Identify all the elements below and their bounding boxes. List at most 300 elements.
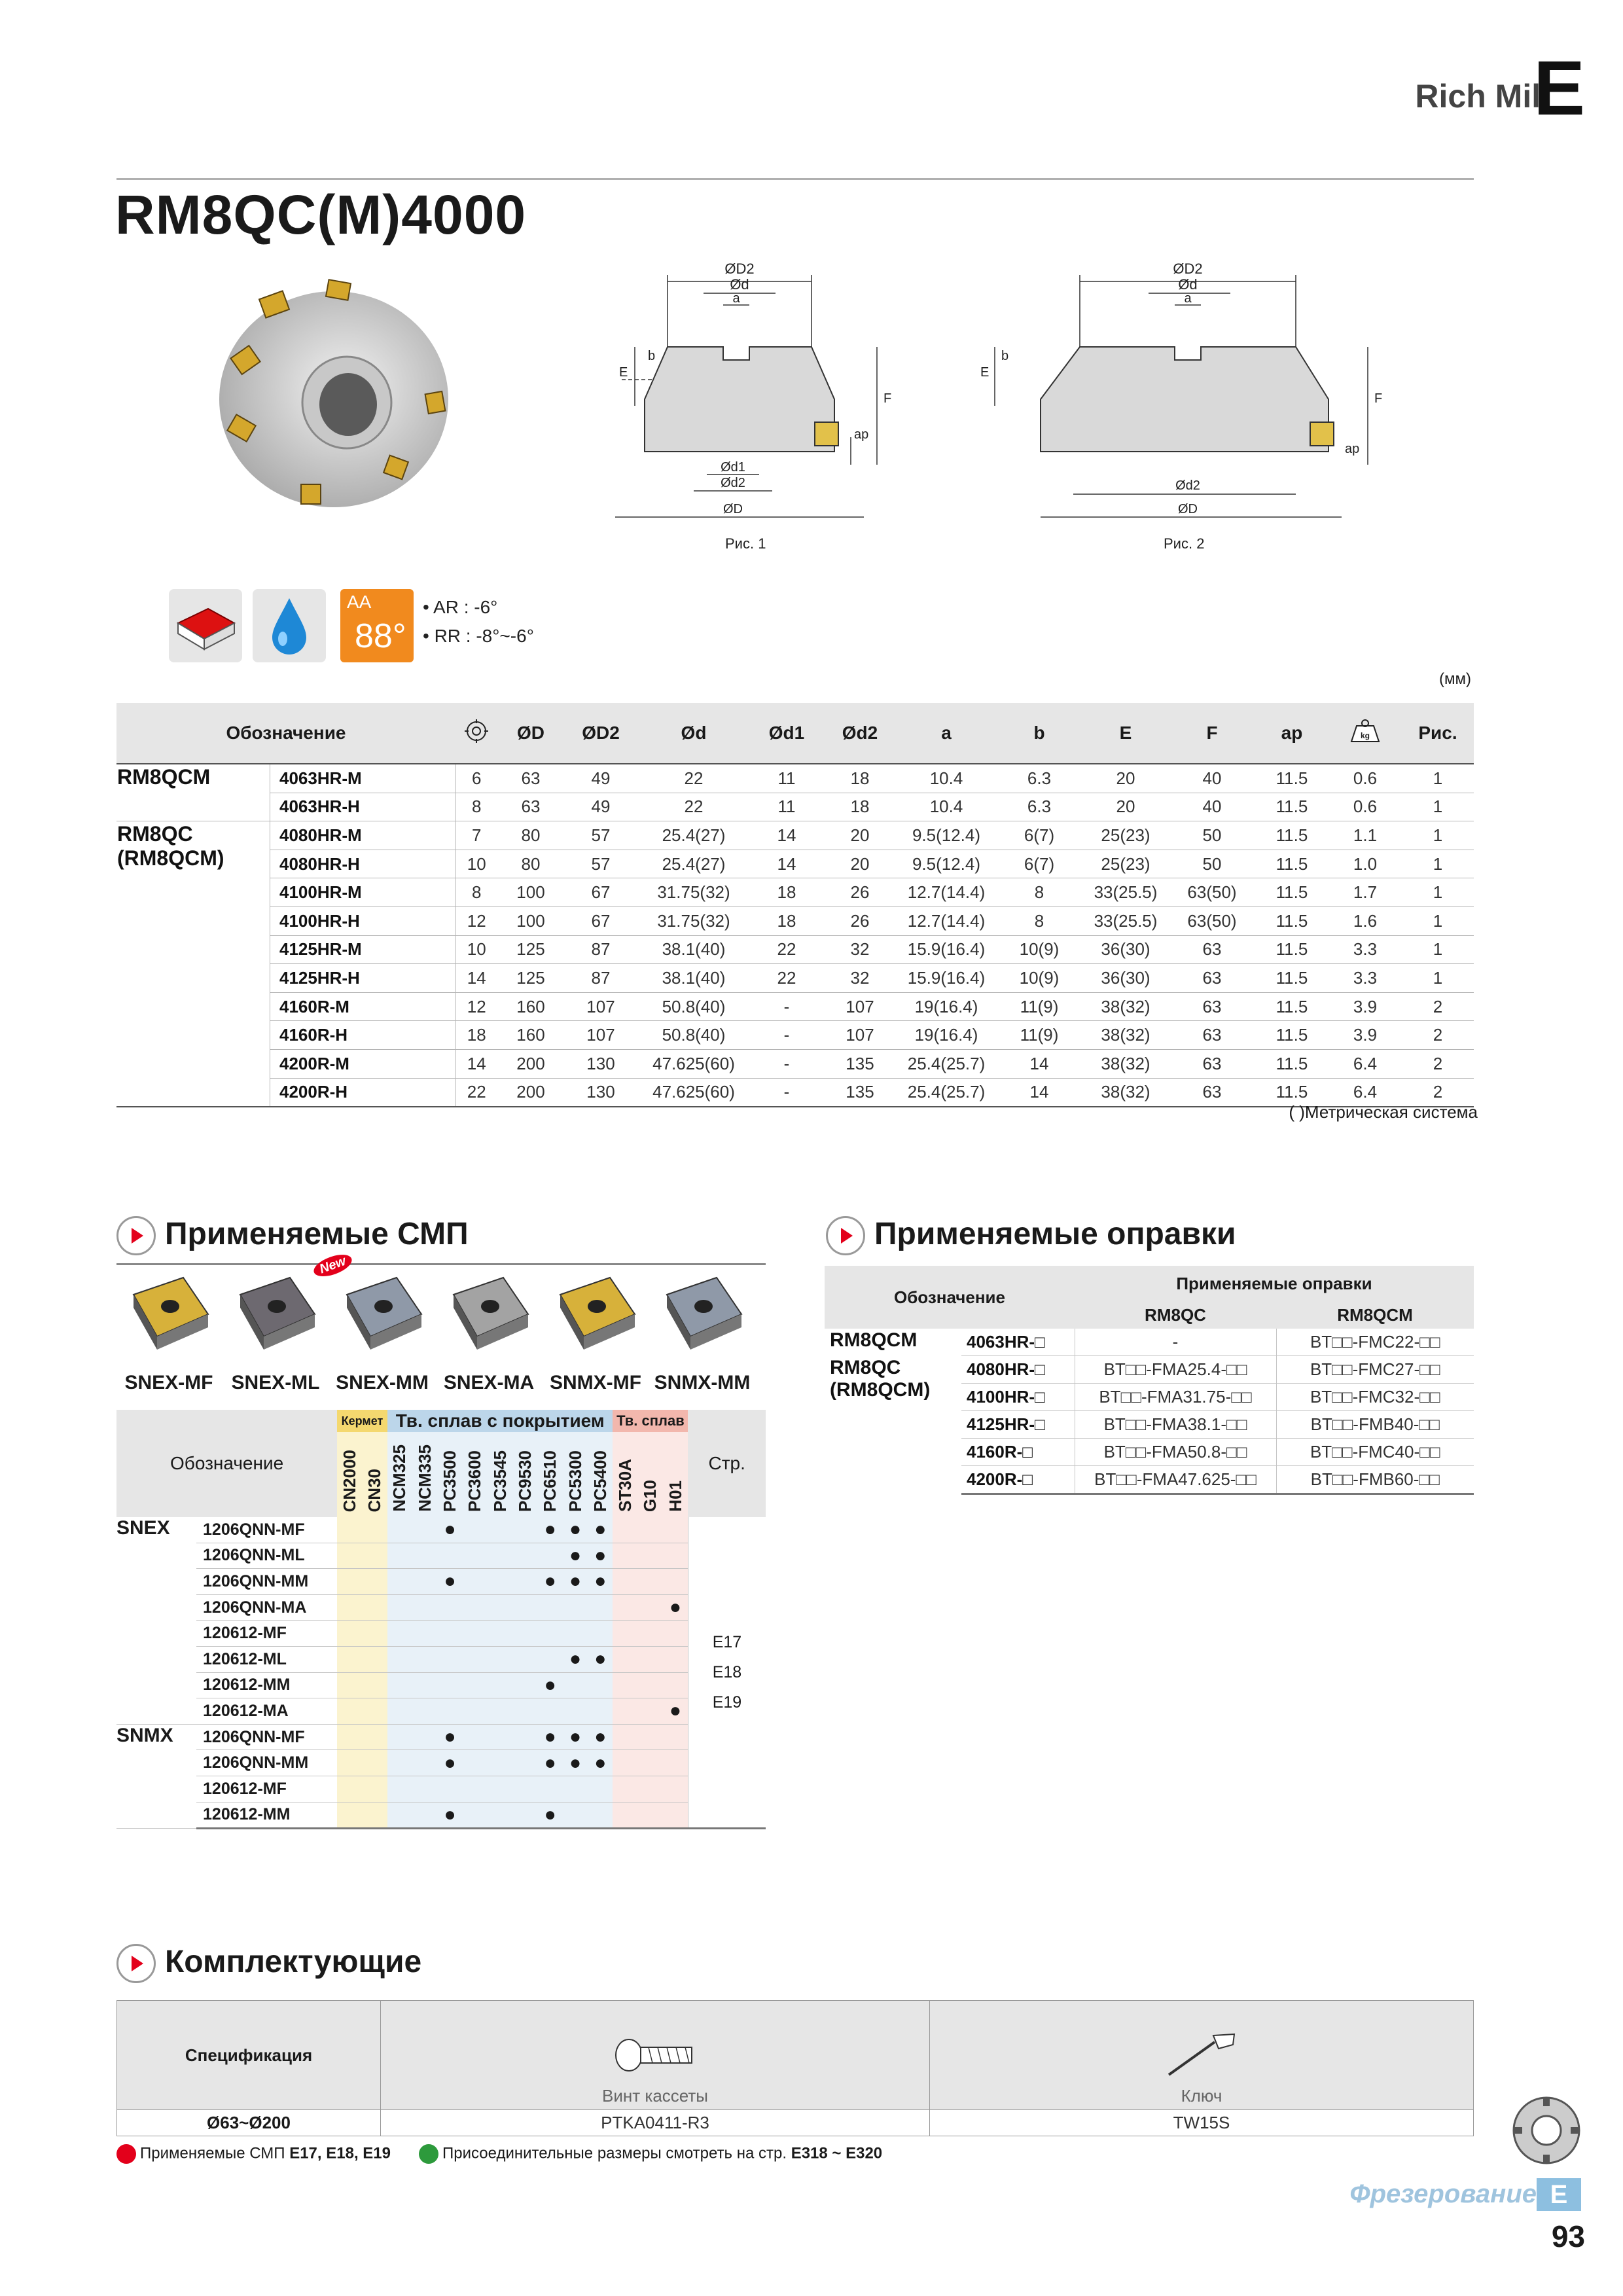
spec-code: 4063HR-H [270,793,456,821]
parts-spec-value: Ø63~Ø200 [117,2110,381,2136]
page-number: 93 [1551,2219,1585,2253]
grade-cell [337,1621,362,1647]
wrench-key-icon [1156,2029,1247,2081]
spec-cell: 38(32) [1082,1021,1169,1050]
insert-pages [688,1517,766,1829]
grade-cell [463,1776,488,1802]
spec-cell: 32 [823,964,897,993]
spec-cell: 20 [823,850,897,878]
availability-dot: ● [594,1648,607,1670]
availability-dot: ● [444,1803,456,1825]
grade-cell [387,1750,412,1776]
svg-text:Ød2: Ød2 [1175,478,1200,493]
spec-cell: 125 [497,935,564,964]
spec-cell: 7 [455,821,497,850]
grade-cell [512,1594,537,1621]
grade-cell [437,1750,462,1776]
spec-cell: - [750,1021,823,1050]
spec-row [116,906,1474,935]
grade-cell [488,1776,512,1802]
col-designation: Обозначение [116,703,455,764]
spec-cell: 22 [637,764,750,793]
grade-column [387,1432,412,1517]
grade-column [337,1432,362,1517]
svg-text:b: b [1001,349,1009,363]
insert-code: 120612-MA [196,1698,337,1725]
grade-cell [387,1724,412,1750]
spec-cell: 63 [497,793,564,821]
spec-cell: 11.5 [1255,878,1329,907]
spec-cell: 14 [455,964,497,993]
spec-cell: 107 [564,1021,637,1050]
insert-row [116,1750,766,1776]
grade-name: PC5400 [590,1450,610,1512]
grade-cell [512,1750,537,1776]
inserts-section-title: Применяемые СМП [165,1217,469,1251]
spec-cell: 12 [455,906,497,935]
grade-cell [337,1569,362,1595]
spec-cell: 20 [1082,764,1169,793]
spec-cell: 63(50) [1169,906,1255,935]
availability-dot: ● [444,1726,456,1748]
grade-cell [638,1724,663,1750]
grade-cell [538,1672,563,1698]
parts-col-screw [381,2001,930,2110]
grade-cell [512,1698,537,1725]
grade-cell [663,1776,688,1802]
spec-cell: 6.4 [1329,1049,1402,1078]
svg-text:a: a [732,291,740,306]
spec-row [116,964,1474,993]
fig1-caption: Рис. 1 [725,535,766,552]
arbor-row [825,1329,1474,1356]
spec-cell: 80 [497,821,564,850]
grade-cell [437,1698,462,1725]
insert-image [440,1268,537,1365]
spec-row [116,1021,1474,1050]
col-d1: Ød1 [750,703,823,764]
spec-cell: 63 [1169,992,1255,1021]
grade-cell [613,1698,637,1725]
spec-cell: 25.4(25.7) [897,1049,996,1078]
spec-cell: 87 [564,935,637,964]
arb-col-rm8qc: RM8QC [1075,1301,1276,1329]
availability-dot: ● [594,1751,607,1774]
grade-cell [588,1543,613,1569]
arbor-code: 4080HR-□ [961,1356,1075,1384]
spec-cell: 200 [497,1049,564,1078]
arbor-code: 4200R-□ [961,1466,1075,1494]
grade-cell [638,1543,663,1569]
availability-dot: ● [569,1726,582,1748]
col-weight [1329,703,1402,764]
availability-dot: ● [444,1570,456,1592]
grade-cell [463,1646,488,1672]
inserts-section-header [116,1216,469,1255]
grade-cell [538,1594,563,1621]
spec-cell: 11 [750,793,823,821]
grade-cell [463,1672,488,1698]
grade-cell [663,1698,688,1725]
svg-text:ØD: ØD [723,502,743,516]
spec-cell: - [750,1049,823,1078]
spec-cell: 1.1 [1329,821,1402,850]
col-b: b [996,703,1082,764]
grade-cell [412,1698,437,1725]
workpiece-icon [169,589,242,662]
grade-cell [613,1802,637,1829]
inserts-section-rule [116,1263,766,1265]
grade-cell [638,1621,663,1647]
spec-cell: 9.5(12.4) [897,850,996,878]
svg-text:ØD2: ØD2 [1173,262,1203,277]
coolant-drop-icon [253,589,326,662]
grade-column [363,1432,387,1517]
spec-cell: 25.4(27) [637,821,750,850]
spec-cell: 1 [1402,821,1474,850]
spec-cell: 6 [455,764,497,793]
grade-cell [613,1594,637,1621]
spec-cell: 100 [497,878,564,907]
note2-ref: E318 ~ E320 [791,2144,883,2162]
insert-code: 1206QNN-MF [196,1724,337,1750]
spec-cell: 19(16.4) [897,992,996,1021]
grade-cell [363,1672,387,1698]
grade-cell [563,1698,588,1725]
grade-column [412,1432,437,1517]
spec-code: 4160R-H [270,1021,456,1050]
drawing-fig-2 [975,262,1407,563]
grade-cell [588,1594,613,1621]
insert-row [116,1569,766,1595]
grade-cell [488,1594,512,1621]
red-arrow-icon [116,2144,136,2164]
arbors-section-header [826,1216,1236,1255]
spec-cell: 18 [750,878,823,907]
parts-section-title: Комплектующие [165,1945,422,1979]
spec-cell: 22 [637,793,750,821]
spec-cell: 1 [1402,878,1474,907]
grade-cell [412,1750,437,1776]
grade-cell [437,1646,462,1672]
section-arrow-icon [826,1216,865,1255]
grade-group-carbide: Тв. сплав [613,1410,688,1432]
grade-cell [412,1621,437,1647]
grade-cell [337,1698,362,1725]
col-F: F [1169,703,1255,764]
grade-name: NCM325 [389,1444,410,1512]
footer-note-dimensions [419,2144,882,2164]
spec-cell: 11.5 [1255,1021,1329,1050]
inserts-header-row [116,1410,766,1432]
insert-row [116,1594,766,1621]
grade-cell [663,1621,688,1647]
spec-code: 4125HR-M [270,935,456,964]
insert-code: 1206QNN-MM [196,1569,337,1595]
spec-cell: 1 [1402,906,1474,935]
spec-cell: 1 [1402,850,1474,878]
spec-cell: 10(9) [996,935,1082,964]
grade-cell [463,1517,488,1543]
grade-cell [538,1776,563,1802]
grade-cell [613,1750,637,1776]
spec-header-row [116,703,1474,764]
spec-cell: 38(32) [1082,1049,1169,1078]
spec-cell: 25(23) [1082,850,1169,878]
parts-row [117,2110,1474,2136]
radial-rake: • RR : -8°~-6° [423,626,534,646]
grade-cell [588,1672,613,1698]
spec-cell: 33(25.5) [1082,906,1169,935]
insert-label: SNEX-MA [443,1372,535,1393]
spec-cell: 36(30) [1082,935,1169,964]
section-arrow-icon [116,1216,156,1255]
grade-cell [437,1621,462,1647]
grade-cell [613,1672,637,1698]
grade-cell [613,1621,637,1647]
arbor-series-name: RM8QCM [830,1329,918,1351]
svg-text:ap: ap [1345,442,1360,456]
spec-cell: 8 [455,878,497,907]
insert-image [654,1268,751,1365]
spec-cell: 63 [1169,935,1255,964]
parts-key-value: TW15S [930,2110,1474,2136]
spec-cell: 50.8(40) [637,992,750,1021]
spec-cell: 11.5 [1255,1078,1329,1107]
lead-angle-icon [340,589,414,662]
spec-cell: 10.4 [897,793,996,821]
spec-cell: 57 [564,850,637,878]
arbor-code: 4063HR-□ [961,1329,1075,1356]
grade-name: PC3500 [440,1450,460,1512]
spec-cell: 11 [750,764,823,793]
note1-text: Применяемые СМП [140,2144,285,2162]
page-ref: E17 [712,1633,742,1652]
spec-cell: 50 [1169,850,1255,878]
grade-cell [588,1802,613,1829]
grade-cell [588,1750,613,1776]
spec-cell: 67 [564,878,637,907]
spec-cell: 1 [1402,935,1474,964]
grade-cell [488,1750,512,1776]
arbor-value: BT□□-FMC22-□□ [1276,1329,1474,1356]
grade-column [463,1432,488,1517]
page-ref: E19 [712,1693,742,1712]
grade-column [588,1432,613,1517]
grade-cell [337,1517,362,1543]
spec-cell: 11.5 [1255,1049,1329,1078]
grade-group-coated: Тв. сплав с покрытием [387,1410,613,1432]
spec-cell: 6.4 [1329,1078,1402,1107]
metric-footnote: ( )Метрическая система [1289,1102,1478,1122]
col-a: a [897,703,996,764]
grade-cell [538,1646,563,1672]
availability-dot: ● [444,1518,456,1541]
grade-column [512,1432,537,1517]
section-letter: E [1533,45,1585,132]
grade-cell [613,1517,637,1543]
spec-cell: 1.7 [1329,878,1402,907]
insert-row [116,1672,766,1698]
grade-cell [512,1517,537,1543]
spec-cell: 63 [497,764,564,793]
grade-name: G10 [640,1479,660,1512]
grade-cell [488,1517,512,1543]
insert-images [116,1253,766,1407]
spec-code: 4160R-M [270,992,456,1021]
grade-cell [638,1569,663,1595]
col-E: E [1082,703,1169,764]
note2-text: Присоединительные размеры смотреть на стр. [442,2144,787,2162]
grade-cell [363,1621,387,1647]
arbors-header-row [825,1266,1474,1301]
grade-cell [613,1569,637,1595]
page-ref: E18 [712,1663,742,1682]
spec-cell: 11.5 [1255,964,1329,993]
col-D2: ØD2 [564,703,637,764]
col-d2: Ød2 [823,703,897,764]
col-teeth [455,703,497,764]
grade-cell [412,1672,437,1698]
grade-cell [437,1802,462,1829]
grade-cell [387,1543,412,1569]
grade-cell [463,1569,488,1595]
svg-text:Ød: Ød [1178,276,1198,293]
grade-name: PC3600 [465,1450,485,1512]
spec-cell: 1.0 [1329,850,1402,878]
spec-cell: 22 [455,1078,497,1107]
grade-cell [463,1594,488,1621]
spec-cell: 0.6 [1329,793,1402,821]
grade-cell [387,1672,412,1698]
grade-cell [363,1543,387,1569]
arbor-value: BT□□-FMC27-□□ [1276,1356,1474,1384]
spec-code: 4200R-H [270,1078,456,1107]
grade-cell [638,1594,663,1621]
grade-cell [337,1646,362,1672]
grade-cell [412,1543,437,1569]
spec-cell: 18 [823,764,897,793]
spec-code: 4080HR-M [270,821,456,850]
spec-cell: 12.7(14.4) [897,906,996,935]
insert-code: 120612-MM [196,1802,337,1829]
spec-row [116,935,1474,964]
series-name: Rich Mill [1415,78,1550,115]
svg-text:Ød1: Ød1 [721,460,745,475]
insert-code: 120612-MF [196,1621,337,1647]
insert-label: SNEX-MM [336,1372,429,1393]
grade-cell [588,1698,613,1725]
svg-text:F: F [883,391,892,406]
grade-cell [663,1724,688,1750]
fig2-caption: Рис. 2 [1164,535,1205,552]
spec-cell: 20 [823,821,897,850]
grade-column [437,1432,462,1517]
insert-code: 1206QNN-MM [196,1750,337,1776]
cassette-screw-icon [609,2029,701,2081]
arb-col-group: Применяемые оправки [1075,1266,1474,1301]
grade-cell [613,1543,637,1569]
grade-name: PC5300 [565,1450,585,1512]
spec-cell: 22 [750,935,823,964]
screw-label: Винт кассеты [602,2086,708,2106]
spec-cell: 14 [996,1049,1082,1078]
spec-cell: 2 [1402,992,1474,1021]
insert-image [547,1268,644,1365]
grade-cell [463,1621,488,1647]
grade-cell [588,1776,613,1802]
grade-cell [337,1543,362,1569]
insert-image [334,1268,431,1365]
insert-row [116,1698,766,1725]
grade-cell [663,1594,688,1621]
arbor-row [825,1356,1474,1384]
svg-text:a: a [1184,291,1192,306]
grade-cell [588,1517,613,1543]
spec-cell: 20 [1082,793,1169,821]
grade-cell [563,1646,588,1672]
angle-label: AA [347,592,372,612]
spec-cell: 22 [750,964,823,993]
col-fig: Рис. [1402,703,1474,764]
availability-dot: ● [544,1570,556,1592]
grade-cell [613,1776,637,1802]
spec-cell: 63 [1169,964,1255,993]
grade-cell [437,1672,462,1698]
spec-cell: 11.5 [1255,906,1329,935]
grade-cell [663,1646,688,1672]
grade-name: NCM335 [414,1444,435,1512]
insert-series-name: SNEX [116,1517,196,1724]
key-label: Ключ [1181,2086,1222,2106]
spec-cell: 25(23) [1082,821,1169,850]
grade-cell [563,1621,588,1647]
spec-cell: 130 [564,1049,637,1078]
parts-section-header [116,1944,421,1983]
spec-cell: 6.3 [996,764,1082,793]
spec-cell: - [750,1078,823,1107]
svg-text:ØD: ØD [1178,502,1198,516]
insert-row [116,1517,766,1543]
spec-cell: 50 [1169,821,1255,850]
grade-cell [512,1543,537,1569]
parts-header-row [117,2001,1474,2110]
grade-cell [412,1517,437,1543]
grade-cell [337,1776,362,1802]
grade-column [638,1432,663,1517]
new-badge: New [311,1250,355,1280]
spec-cell: 1 [1402,764,1474,793]
arbor-series-name: RM8QC (RM8QCM) [830,1356,931,1401]
grade-cell [588,1724,613,1750]
grade-cell [437,1517,462,1543]
spec-cell: 14 [455,1049,497,1078]
spec-cell: 47.625(60) [637,1049,750,1078]
grade-cell [463,1750,488,1776]
grade-cell [412,1594,437,1621]
spec-row [116,992,1474,1021]
col-d: Ød [637,703,750,764]
availability-dot: ● [544,1518,556,1541]
spec-cell: 1 [1402,793,1474,821]
spec-cell: 63 [1169,1021,1255,1050]
grade-cell [512,1672,537,1698]
grade-name: PC9530 [514,1450,535,1512]
spec-cell: 49 [564,764,637,793]
arbors-table [825,1266,1474,1495]
weight-icon-label: kg [1360,730,1370,740]
arbor-value: BT□□-FMA25.4-□□ [1075,1356,1276,1384]
